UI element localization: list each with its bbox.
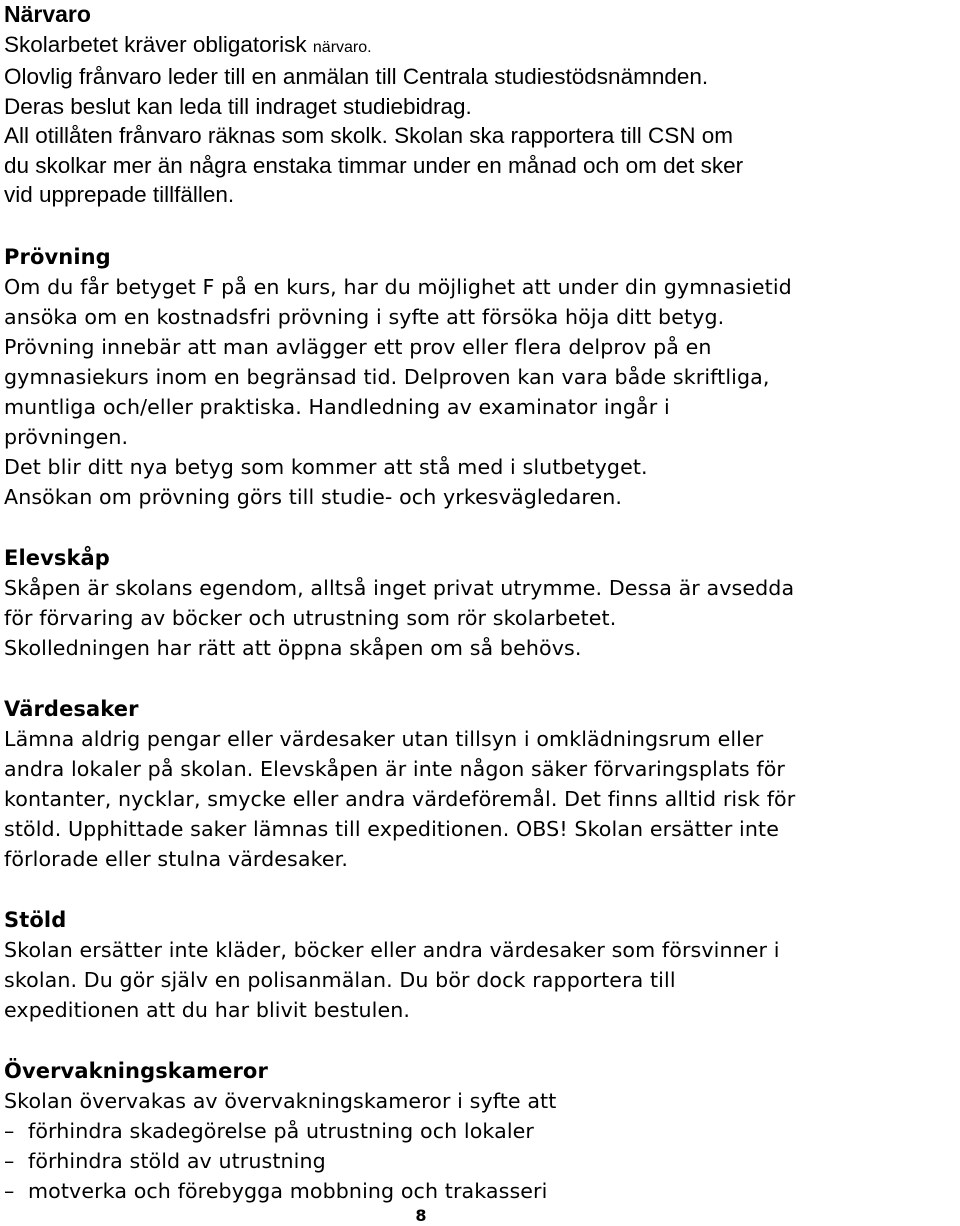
section-vardesaker (4, 694, 958, 874)
heading-provning: Prövning (4, 244, 111, 269)
list-item (4, 1146, 958, 1176)
paragraph-line: andra lokaler på skolan. Elevskåpen är inte någon säker förvaringsplats för (4, 756, 785, 781)
paragraph-line: muntliga och/eller praktiska. Handledning av examinator ingår i (4, 394, 670, 419)
paragraph-line: Ansökan om prövning görs till studie- och yrkesvägledaren. (4, 484, 623, 509)
document-page (4, 0, 958, 1206)
paragraph-line: Prövning innebär att man avlägger ett prov eller flera delprov på en (4, 334, 712, 359)
dash-bullet: – (4, 1148, 15, 1173)
paragraph-line: för förvaring av böcker och utrustning som rör skolarbetet. (4, 605, 617, 630)
dash-bullet: – (4, 1178, 15, 1203)
paragraph-line: Olovlig frånvaro leder till en anmälan till Centrala studiestödsnämnden. (4, 64, 709, 89)
paragraph-line: prövningen. (4, 424, 129, 449)
text-span: Skolarbetet kräver obligatorisk (4, 31, 313, 57)
paragraph-line: kontanter, nycklar, smycke eller andra värdeföremål. Det finns alltid risk för (4, 786, 796, 811)
paragraph-line: skolan. Du gör själv en polisanmälan. Du bör dock rapportera till (4, 967, 676, 992)
section-narvaro (4, 0, 958, 210)
section-overvakningskameror (4, 1056, 958, 1206)
section-elevskap (4, 543, 958, 663)
heading-narvaro: Närvaro (4, 1, 91, 27)
paragraph-line: Skolledningen har rätt att öppna skåpen om så behövs. (4, 635, 582, 660)
paragraph-line: expeditionen att du har blivit bestulen. (4, 997, 411, 1022)
dash-bullet: – (4, 1118, 15, 1143)
text-span-small: närvaro. (312, 38, 372, 56)
paragraph-line: Skolan ersätter inte kläder, böcker eller andra värdesaker som försvinner i (4, 937, 780, 962)
list-item-text: motverka och förebygga mobbning och trakasseri (28, 1178, 548, 1203)
paragraph-line: stöld. Upphittade saker lämnas till expeditionen. OBS! Skolan ersätter inte (4, 816, 779, 841)
paragraph-line: ansöka om en kostnadsfri prövning i syfte att försöka höja ditt betyg. (4, 304, 725, 329)
heading-vardesaker: Värdesaker (4, 696, 139, 721)
paragraph-line: Deras beslut kan leda till indraget studiebidrag. (4, 93, 472, 119)
paragraph-line: Skolan övervakas av övervakningskameror i syfte att (4, 1088, 557, 1113)
paragraph-line: gymnasiekurs inom en begränsad tid. Delproven kan vara både skriftliga, (4, 364, 770, 389)
page-number: 8 (415, 1206, 427, 1225)
list-item (4, 1176, 958, 1206)
list-item-text: förhindra skadegörelse på utrustning och lokaler (28, 1118, 534, 1143)
paragraph-line: All otillåten frånvaro räknas som skolk. Skolan ska rapportera till CSN om (4, 123, 734, 148)
paragraph-line: Det blir ditt nya betyg som kommer att stå med i slutbetyget. (4, 454, 648, 479)
paragraph-line: förlorade eller stulna värdesaker. (4, 846, 348, 871)
paragraph-line (4, 30, 958, 63)
paragraph-line: Om du får betyget F på en kurs, har du möjlighet att under din gymnasietid (4, 274, 792, 299)
section-provning (4, 242, 958, 512)
section-stold (4, 905, 958, 1025)
paragraph-line: du skolkar mer än några enstaka timmar under en månad och om det sker (4, 152, 744, 178)
paragraph-line: vid upprepade tillfällen. (4, 182, 235, 207)
heading-stold: Stöld (4, 907, 67, 932)
list-item (4, 1116, 958, 1146)
heading-overvakningskameror: Övervakningskameror (4, 1058, 268, 1083)
paragraph-line: Lämna aldrig pengar eller värdesaker utan tillsyn i omklädningsrum eller (4, 726, 764, 751)
list-item-text: förhindra stöld av utrustning (28, 1148, 326, 1173)
heading-elevskap: Elevskåp (4, 545, 110, 570)
paragraph-line: Skåpen är skolans egendom, alltså inget privat utrymme. Dessa är avsedda (4, 575, 795, 600)
